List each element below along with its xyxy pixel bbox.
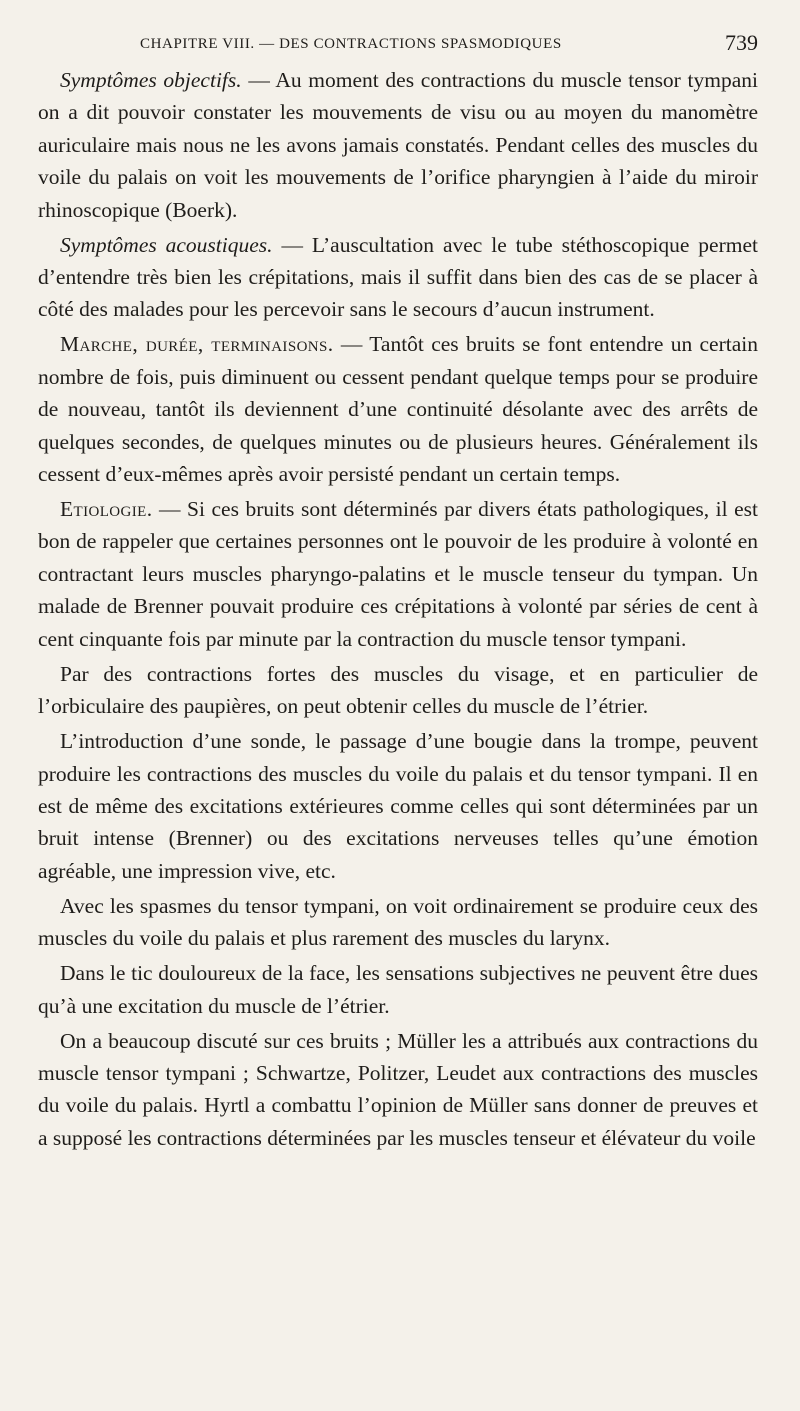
body-text bbox=[38, 64, 758, 1154]
paragraph-text: Avec les spasmes du tensor tympani, on voit ordinairement se produire ceux des muscles du voile du palais et plus rarement des muscles du larynx. bbox=[38, 893, 758, 951]
paragraph-text: On a beaucoup discuté sur ces bruits ; Müller les a attribués aux contractions du muscle tensor tympani ; Schwartze, Politzer, Leudet aux contractions des muscles du voile du palais. Hyrtl a combattu l’opinion de Müller sans donner de preuves et a supposé les contractions déterminées par les muscles tenseur et élévateur du voile bbox=[38, 1028, 758, 1150]
run-in-heading: Etiologie. bbox=[60, 497, 153, 522]
paragraph-text: Dans le tic douloureux de la face, les sensations subjectives ne peuvent être dues qu’à une excitation du muscle de l’étrier. bbox=[38, 961, 758, 1018]
paragraph-body bbox=[38, 1025, 758, 1155]
paragraph-etiologie bbox=[38, 493, 758, 655]
paragraph-body bbox=[38, 890, 758, 955]
paragraph-text: — L’auscultation avec le tube stéthoscopique permet d’entendre très bien les crépitations, mais il suffit dans bien des cas de se placer à côté des malades pour les percevoir sans le secours d’aucun instrument. bbox=[38, 232, 758, 322]
paragraph-marche bbox=[38, 328, 758, 490]
paragraph-text: — Si ces bruits sont déterminés par divers états pathologiques, il est bon de rappeler que certaines personnes ont le pouvoir de les produire à volonté en contractant leurs muscles pharyngo-palatins et le muscle tenseur du tympan. Un malade de Brenner pouvait produire ces crépitations à volonté par séries de cent à cent cinquante fois par minute par la contraction du muscle tensor tympani. bbox=[38, 497, 758, 651]
paragraph-text: L’introduction d’une sonde, le passage d’une bougie dans la trompe, peuvent produire les contractions des muscles du voile du palais et du tensor tympani. Il en est de même des excitations extérieures comme celles qui sont déterminées par un bruit intense (Brenner) ou des excitations nerveuses telles qu’une émotion agréable, une impression vive, etc. bbox=[38, 729, 758, 883]
run-in-heading: Symptômes acoustiques. bbox=[60, 232, 273, 257]
paragraph-body bbox=[38, 658, 758, 723]
paragraph-body bbox=[38, 957, 758, 1022]
paragraph-text: — Au moment des contractions du muscle tensor tympani on a dit pouvoir constater les mouvements de visu ou au moyen du manomètre auriculaire mais nous ne les avons jamais constatés. Pendant celles des muscles du voile du palais on voit les mouvements de l’orifice pharyngien à l’aide du miroir rhinoscopique (Boerk). bbox=[38, 68, 758, 222]
paragraph-text: Par des contractions fortes des muscles du visage, et en particulier de l’orbiculaire des paupières, on peut obtenir celles du muscle de l’étrier. bbox=[38, 661, 758, 719]
running-title: CHAPITRE VIII. — DES CONTRACTIONS SPASMODIQUES bbox=[140, 36, 562, 52]
paragraph-body bbox=[38, 725, 758, 887]
paragraph-text: — Tantôt ces bruits se font entendre un certain nombre de fois, puis diminuent ou cessent pendant quelque temps pour se produire de nouveau, tantôt ils deviennent d’une continuité désolante avec des arrêts de quelques secondes, de quelques minutes ou de plusieurs heures. Généralement ils cessent d’eux-mêmes après avoir persisté pendant un certain temps. bbox=[38, 332, 758, 487]
run-in-heading: Symptômes objectifs. bbox=[60, 68, 242, 92]
run-in-heading: Marche, durée, terminaisons. bbox=[60, 332, 334, 357]
running-head bbox=[38, 30, 758, 64]
paragraph-symptomes-acoustiques bbox=[38, 229, 758, 326]
paragraph-symptomes-objectifs bbox=[38, 64, 758, 226]
page-number: 739 bbox=[725, 30, 758, 55]
